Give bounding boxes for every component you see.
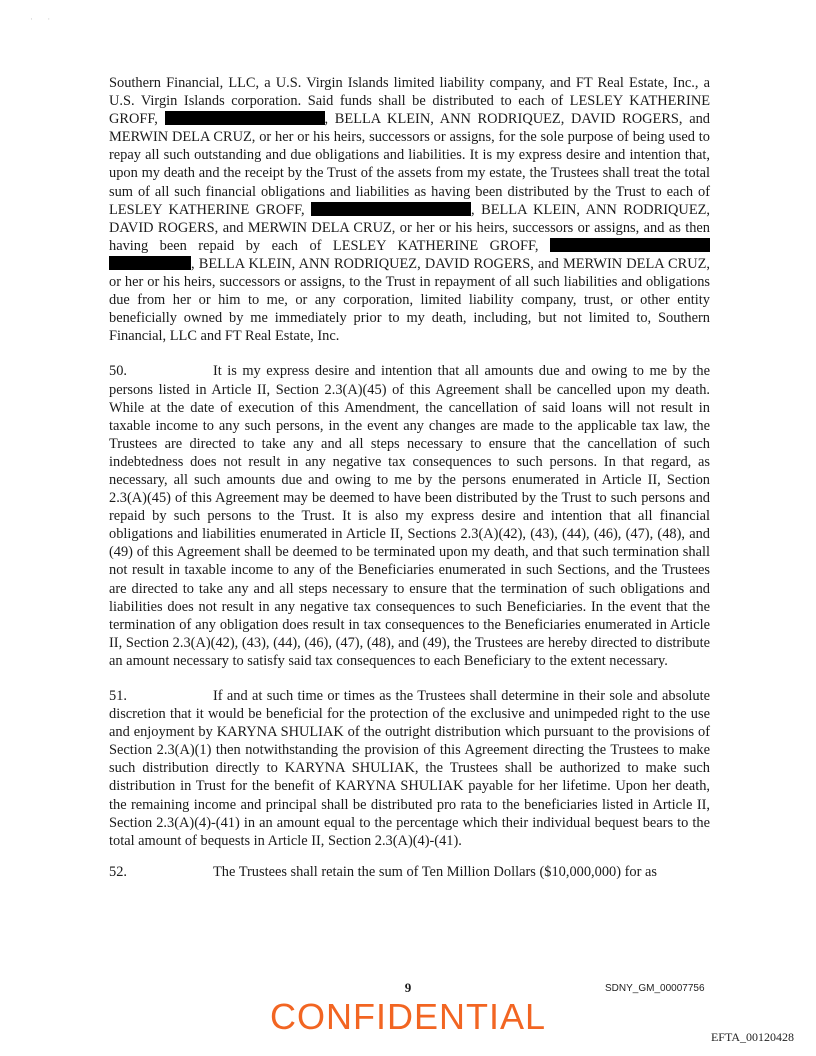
p1-segment-4: , BELLA KLEIN, ANN RODRIQUEZ, DAVID ROGERS, and MERWIN DELA CRUZ, or her or his heirs, successors or assigns, to the Trust in repayment of all such liabilities and obligations due from her or him to me, or any corporation, limited liability company, trust, or other entity beneficially owned by me immediately prior to my death, including, but not limited to, Southern Financial, LLC and FT Real Estate, Inc. bbox=[109, 255, 710, 345]
p1-segment-3: , BELLA KLEIN, ANN RODRIQUEZ, DAVID ROGERS, and MERWIN DELA CRUZ, or her or his heirs, successors or assigns, and as then having been repaid by each of LESLEY KATHERINE GROFF, bbox=[109, 201, 710, 254]
paragraph-text: It is my express desire and intention that all amounts due and owing to me by the persons listed in Article II, Section 2.3(A)(45) of this Agreement shall be cancelled upon my death. While at the date of execution of this Amendment, the cancellation of said loans will not result in taxable income to any such persons, in the event any changes are made to the applicable tax law, the Trustees are directed to take any and all steps necessary to ensure that the cancellation of such indebtedness does not result in any negative tax consequences to such persons. In that regard, as necessary, all such amounts due and owing to me by the persons enumerated in Article II, Section 2.3(A)(45) of this Agreement may be deemed to have been distributed by the Trust to such persons and repaid by such persons to the Trust. It is also my express desire and intention that all financial obligations and liabilities enumerated in Article II, Sections 2.3(A)(42), (43), (44), (46), (47), (48), and (49) of this Agreement shall be deemed to be terminated upon my death, and that such termination shall not result in taxable income to any of the Beneficiaries enumerated in such Sections, and the Trustees are directed to take any and all steps necessary to ensure that the termination of such obligations and liabilities does not result in any negative tax consequences to such Beneficiaries. In the event that the termination of any obligation does result in tax consequences to the Beneficiaries enumerated in Article II, Section 2.3(A)(42), (43), (44), (46), (47), (48), and (49), the Trustees are hereby directed to distribute an amount necessary to satisfy said tax consequences to each Beneficiary to the extent necessary. bbox=[109, 363, 710, 669]
page-number: 9 bbox=[404, 980, 412, 995]
redaction-box bbox=[109, 256, 191, 270]
paragraph-52 bbox=[109, 863, 710, 881]
paragraph-51 bbox=[109, 687, 710, 850]
paragraph-text: If and at such time or times as the Trustees shall determine in their sole and absolute discretion that it would be beneficial for the protection of the exclusive and unimpeded right to the use and enjoyment by KARYNA SHULIAK of the outright distribution which pursuant to the provisions of Section 2.3(A)(1) then notwithstanding the provision of this Agreement directing the Trustees to make such distribution directly to KARYNA SHULIAK, the Trustees shall be authorized to make such distribution in Trust for the benefit of KARYNA SHULIAK payable for her lifetime. Upon her death, the remaining income and principal shall be distributed pro rata to the beneficiaries listed in Article II, Section 2.3(A)(4)-(41) in an amount equal to the percentage which their individual bequest bears to the total amount of bequests in Article II, Section 2.3(A)(4)-(41). bbox=[109, 688, 710, 849]
redaction-box bbox=[311, 202, 471, 216]
confidential-stamp: CONFIDENTIAL bbox=[269, 996, 547, 1037]
p1-segment-1: Southern Financial, LLC, a U.S. Virgin Islands limited liability company, and FT Real Estate, Inc., a U.S. Virgin Islands corporation. Said funds shall be distributed to each of LESLEY KATHERINE GROFF, bbox=[109, 75, 710, 128]
paragraph-text: The Trustees shall retain the sum of Ten Million Dollars ($10,000,000) for as bbox=[213, 863, 657, 880]
redaction-box bbox=[165, 111, 325, 125]
efta-number: EFTA_00120428 bbox=[710, 1030, 794, 1044]
redaction-box bbox=[550, 238, 710, 252]
paragraph-number: 50. bbox=[109, 363, 127, 380]
bates-number: SDNY_GM_00007756 bbox=[605, 983, 705, 994]
paragraph-number: 51. bbox=[109, 688, 127, 704]
corner-mark: · · bbox=[30, 14, 57, 24]
paragraph-number: 52. bbox=[109, 863, 127, 880]
document-body bbox=[109, 74, 710, 898]
p1-segment-2: , BELLA KLEIN, ANN RODRIQUEZ, DAVID ROGERS, and MERWIN DELA CRUZ, or her or his heirs, successors or assigns, for the sole purpose of being used to repay all such outstanding and due obligations and liabilities. It is my express desire and intention that, upon my death and the receipt by the Trust of the assets from my estate, the Trustees shall treat the total sum of all such financial obligations and liabilities as having been distributed by the Trust to each of LESLEY KATHERINE GROFF, bbox=[109, 111, 710, 218]
paragraph-50 bbox=[109, 362, 710, 670]
paragraph-continued bbox=[109, 74, 710, 345]
